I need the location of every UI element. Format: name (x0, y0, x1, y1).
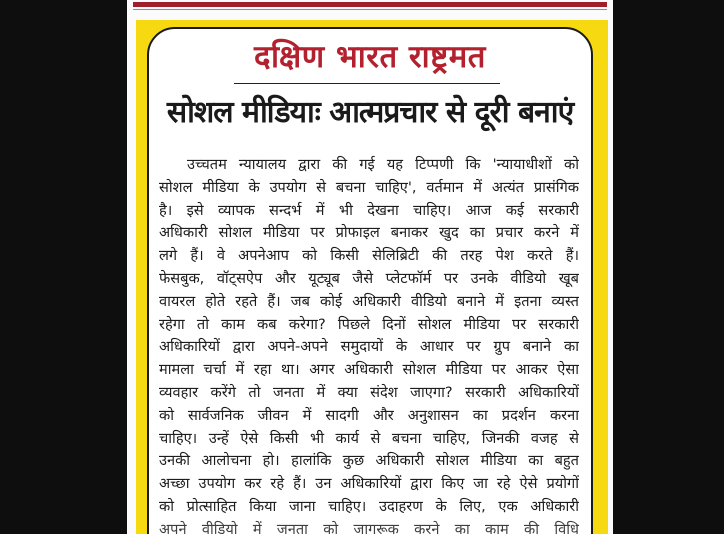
body-line: चाहिए। उन्हें ऐसे किसी भी कार्य से बचना चाहिए, जिनकी वजह से (159, 429, 579, 447)
newspaper-page (127, 0, 613, 534)
masthead-divider (234, 83, 500, 84)
body-line: है। इसे व्यापक सन्दर्भ में भी देखना चाहिए। आज कई सरकारी (159, 201, 579, 219)
body-line: अच्छा उपयोग कर रहे हैं। उन अधिकारियों द्वारा किए जा रहे ऐसे प्रयोगों (159, 475, 579, 493)
body-line: उनकी आलोचना हो। हालांकि कुछ अधिकारी सोशल मीडिया का बहुत (159, 452, 579, 470)
body-line: रहेगा तो काम कब करेगा? पिछले दिनों सोशल मीडिया पर सरकारी (159, 315, 579, 333)
body-line: को सार्वजनिक जीवन में सादगी और अनुशासन का प्रदर्शन करना (159, 406, 579, 424)
article-body (159, 154, 579, 534)
body-line: उच्चतम न्यायालय द्वारा की गई यह टिप्पणी कि 'न्यायाधीशों को (187, 156, 579, 173)
masthead-title: दक्षिण भारत राष्ट्रमत (254, 39, 486, 75)
article-headline: सोशल मीडियाः आत्मप्रचार से दूरी बनाएं (166, 95, 574, 130)
article-frame (136, 20, 608, 534)
top-red-rule (133, 2, 607, 7)
body-line: अधिकारियों द्वारा अपने-अपने समुदायों के आधार पर ग्रुप बनाने का (159, 338, 579, 356)
top-thin-rule (133, 9, 607, 10)
body-line: लगे हैं। वे अपनेआप को किसी सेलिब्रिटी की तरह पेश करते हैं। (159, 247, 579, 265)
body-line: वायरल होते रहते हैं। जब कोई अधिकारी वीडियो बनाने में इतना व्यस्त (159, 292, 579, 310)
body-line-partial: अपने वीडियो में जनता को जागरूक करने का काम की विधि (159, 520, 579, 534)
body-line: व्यवहार करेंगे तो जनता में क्या संदेश जाएगा? सरकारी अधिकारियों (159, 383, 579, 401)
body-line: अधिकारी सोशल मीडिया पर प्रोफाइल बनाकर खुद का प्रचार करने में (159, 224, 579, 242)
body-line: को प्रोत्साहित किया जाना चाहिए। उदाहरण के लिए, एक अधिकारी (159, 497, 579, 515)
body-line: फेसबुक, वॉट्सऐप और यूट्यूब जैसे प्लेटफॉर्म पर उनके वीडियो खूब (159, 269, 579, 287)
body-line: मामला चर्चा में रहा था। अगर अधिकारी सोशल मीडिया पर आकर ऐसा (159, 361, 579, 379)
body-line: सोशल मीडिया के उपयोग से बचना चाहिए', वर्तमान में अत्यंत प्रासंगिक (159, 178, 579, 196)
article-panel (147, 27, 593, 534)
